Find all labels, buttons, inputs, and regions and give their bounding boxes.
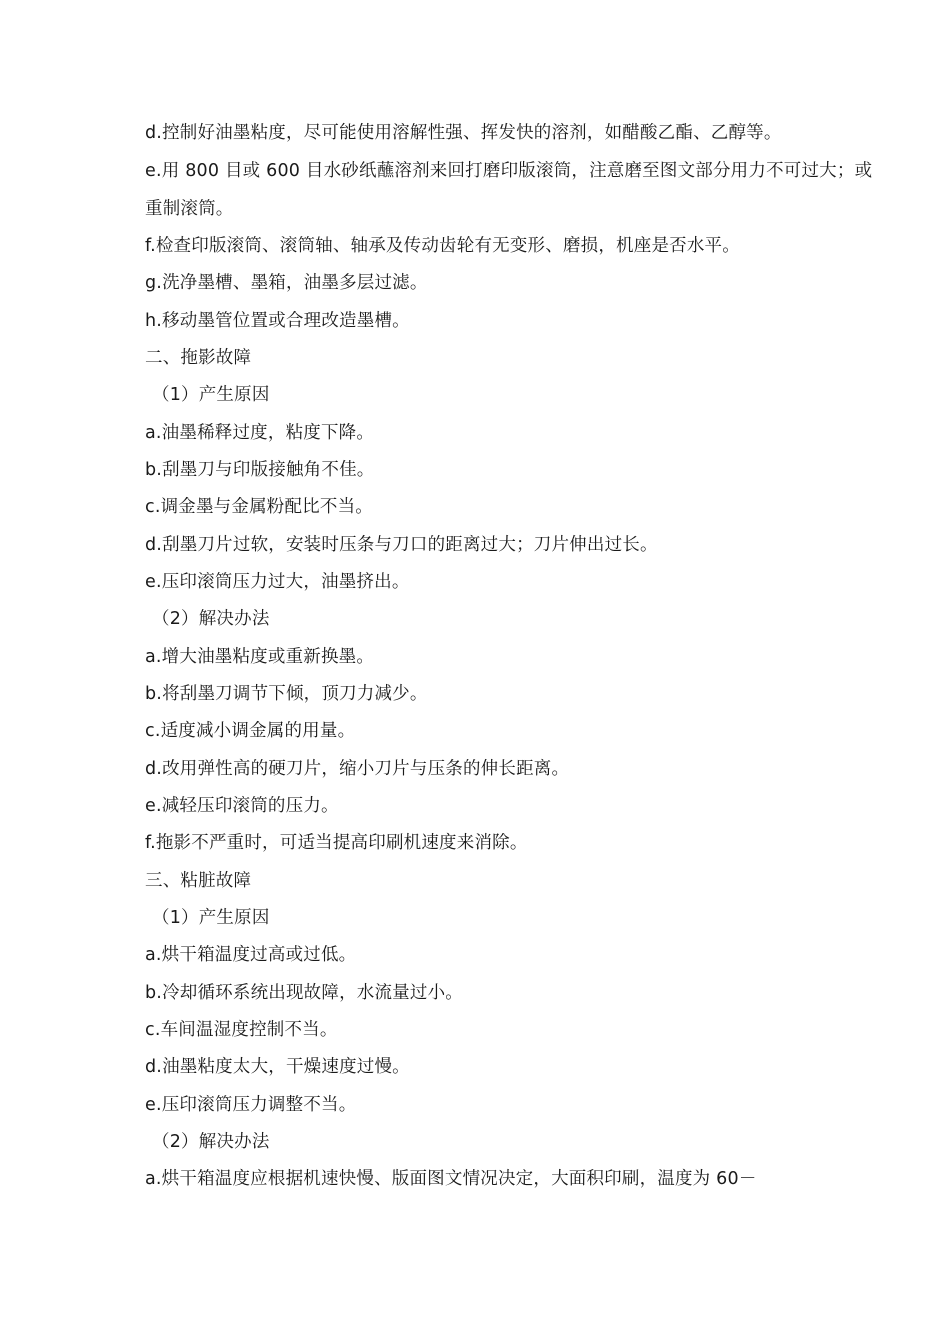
text-line: d.油墨粘度太大，干燥速度过慢。: [145, 1057, 410, 1077]
text-line: b.冷却循环系统出现故障，水流量过小。: [145, 983, 463, 1003]
text-line: e.压印滚筒压力调整不当。: [145, 1095, 357, 1115]
subsection-heading: （1）产生原因: [152, 908, 270, 928]
text-line: d.控制好油墨粘度，尽可能使用溶解性强、挥发快的溶剂，如醋酸乙酯、乙醇等。: [145, 123, 782, 143]
subsection-heading: （1）产生原因: [152, 385, 270, 405]
section-heading: 三、粘脏故障: [145, 871, 252, 891]
text-line: h.移动墨管位置或合理改造墨槽。: [145, 311, 410, 331]
text-line: e.用 800 目或 600 目水砂纸蘸溶剂来回打磨印版滚筒，注意磨至图文部分用力不可过大；或: [145, 161, 873, 181]
text-line: a.油墨稀释过度，粘度下降。: [145, 423, 375, 443]
text-line: d.刮墨刀片过软，安装时压条与刀口的距离过大；刀片伸出过长。: [145, 535, 658, 555]
text-line: c.车间温湿度控制不当。: [145, 1020, 338, 1040]
text-line: b.刮墨刀与印版接触角不佳。: [145, 460, 375, 480]
text-line: a.增大油墨粘度或重新换墨。: [145, 647, 375, 667]
text-line: c.调金墨与金属粉配比不当。: [145, 497, 373, 517]
subsection-heading: （2）解决办法: [152, 609, 270, 629]
text-line: 重制滚筒。: [145, 199, 234, 219]
text-line: f.检查印版滚筒、滚筒轴、轴承及传动齿轮有无变形、磨损，机座是否水平。: [145, 236, 740, 256]
text-line: d.改用弹性高的硬刀片，缩小刀片与压条的伸长距离。: [145, 759, 570, 779]
text-line: f.拖影不严重时，可适当提高印刷机速度来消除。: [145, 833, 528, 853]
text-line: a.烘干箱温度应根据机速快慢、版面图文情况决定，大面积印刷，温度为 60－: [145, 1169, 757, 1189]
text-line: e.减轻压印滚筒的压力。: [145, 796, 339, 816]
section-heading: 二、拖影故障: [145, 348, 252, 368]
text-line: c.适度减小调金属的用量。: [145, 721, 356, 741]
text-line: b.将刮墨刀调节下倾，顶刀力减少。: [145, 684, 428, 704]
text-line: a.烘干箱温度过高或过低。: [145, 945, 357, 965]
text-line: g.洗净墨槽、墨箱，油墨多层过滤。: [145, 273, 428, 293]
subsection-heading: （2）解决办法: [152, 1132, 270, 1152]
text-line: e.压印滚筒压力过大，油墨挤出。: [145, 572, 410, 592]
